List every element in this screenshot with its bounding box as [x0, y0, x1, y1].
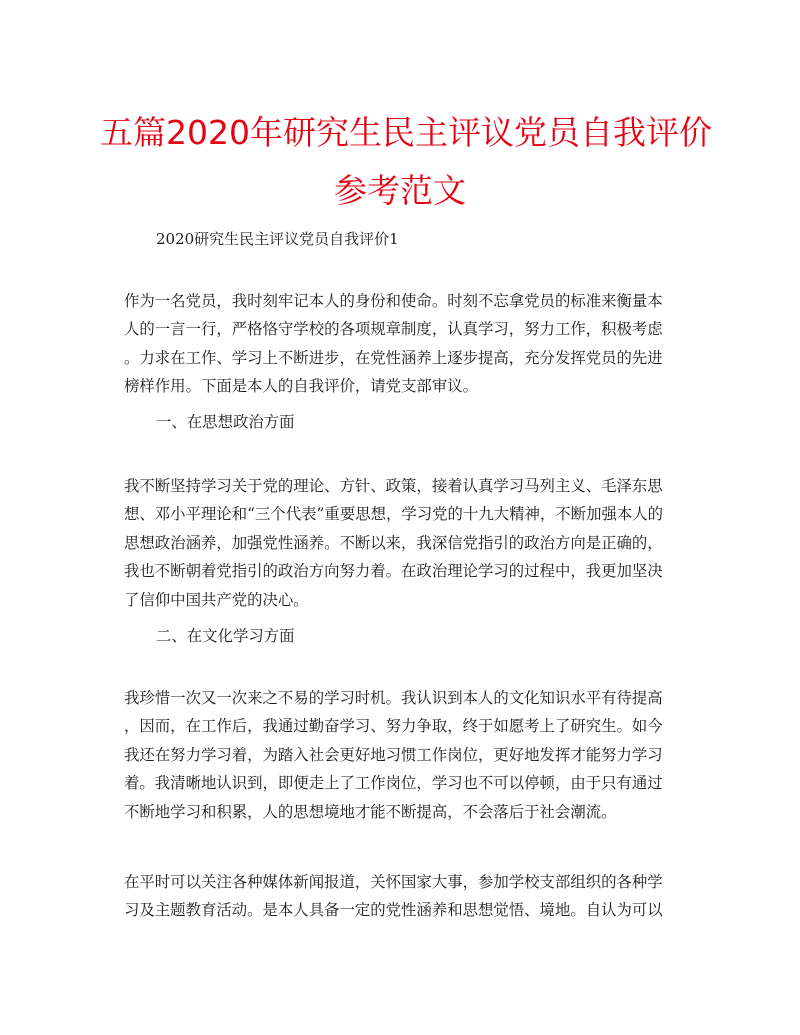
paragraph-study	[124, 684, 676, 826]
document-title-line-1: 五篇2020年研究生民主评议党员自我评价	[100, 113, 712, 152]
paragraph-line: 。力求在工作、学习上不断进步，在党性涵养上逐步提高，充分发挥党员的先进	[124, 348, 663, 367]
paragraph-line: 着。我清晰地认识到，即便走上了工作岗位，学习也不可以停顿，由于只有通过	[124, 774, 663, 793]
section-heading-political: 一、在思想政治方面	[156, 413, 295, 431]
paragraph-activities	[124, 868, 676, 925]
paragraph-political	[124, 472, 676, 614]
document-title-line-2: 参考范文	[334, 171, 466, 210]
section-subtitle: 2020研究生民主评议党员自我评价1	[156, 230, 399, 248]
paragraph-line: 了信仰中国共产党的决心。	[124, 590, 309, 609]
paragraph-line: 我珍惜一次又一次来之不易的学习时机。我认识到本人的文化知识水平有待提高	[124, 689, 663, 707]
paragraph-line: 我不断坚持学习关于党的理论、方针、政策，接着认真学习马列主义、毛泽东思	[124, 477, 663, 495]
paragraph-line: 作为一名党员，我时刻牢记本人的身份和使命。时刻不忘拿党员的标准来衡量本	[124, 292, 663, 310]
paragraph-line: ，因而，在工作后，我通过勤奋学习、努力争取，终于如愿考上了研究生。如今	[124, 717, 663, 736]
paragraph-line: 我还在努力学习着，为踏入社会更好地习惯工作岗位，更好地发挥才能努力学习	[124, 745, 663, 764]
paragraph-intro	[124, 287, 676, 401]
paragraph-line: 在平时可以关注各种媒体新闻报道，关怀国家大事，参加学校支部组织的各种学	[124, 873, 663, 891]
section-heading-study: 二、在文化学习方面	[156, 627, 295, 645]
paragraph-line: 想、邓小平理论和“三个代表”重要思想，学习党的十九大精神，不断加强本人的	[124, 505, 664, 524]
paragraph-line: 榜样作用。下面是本人的自我评价，请党支部审议。	[124, 377, 478, 396]
paragraph-line: 习及主题教育活动。是本人具备一定的党性涵养和思想觉悟、境地。自认为可以	[124, 901, 663, 920]
paragraph-line: 人的一言一行，严格恪守学校的各项规章制度，认真学习，努力工作，积极考虑	[124, 320, 663, 339]
paragraph-line: 我也不断朝着党指引的政治方向努力着。在政治理论学习的过程中，我更加坚决	[124, 562, 663, 581]
paragraph-line: 思想政治涵养，加强党性涵养。不断以来，我深信党指引的政治方向是正确的，	[124, 533, 663, 552]
paragraph-line: 不断地学习和积累，人的思想境地才能不断提高，不会落后于社会潮流。	[124, 802, 617, 821]
